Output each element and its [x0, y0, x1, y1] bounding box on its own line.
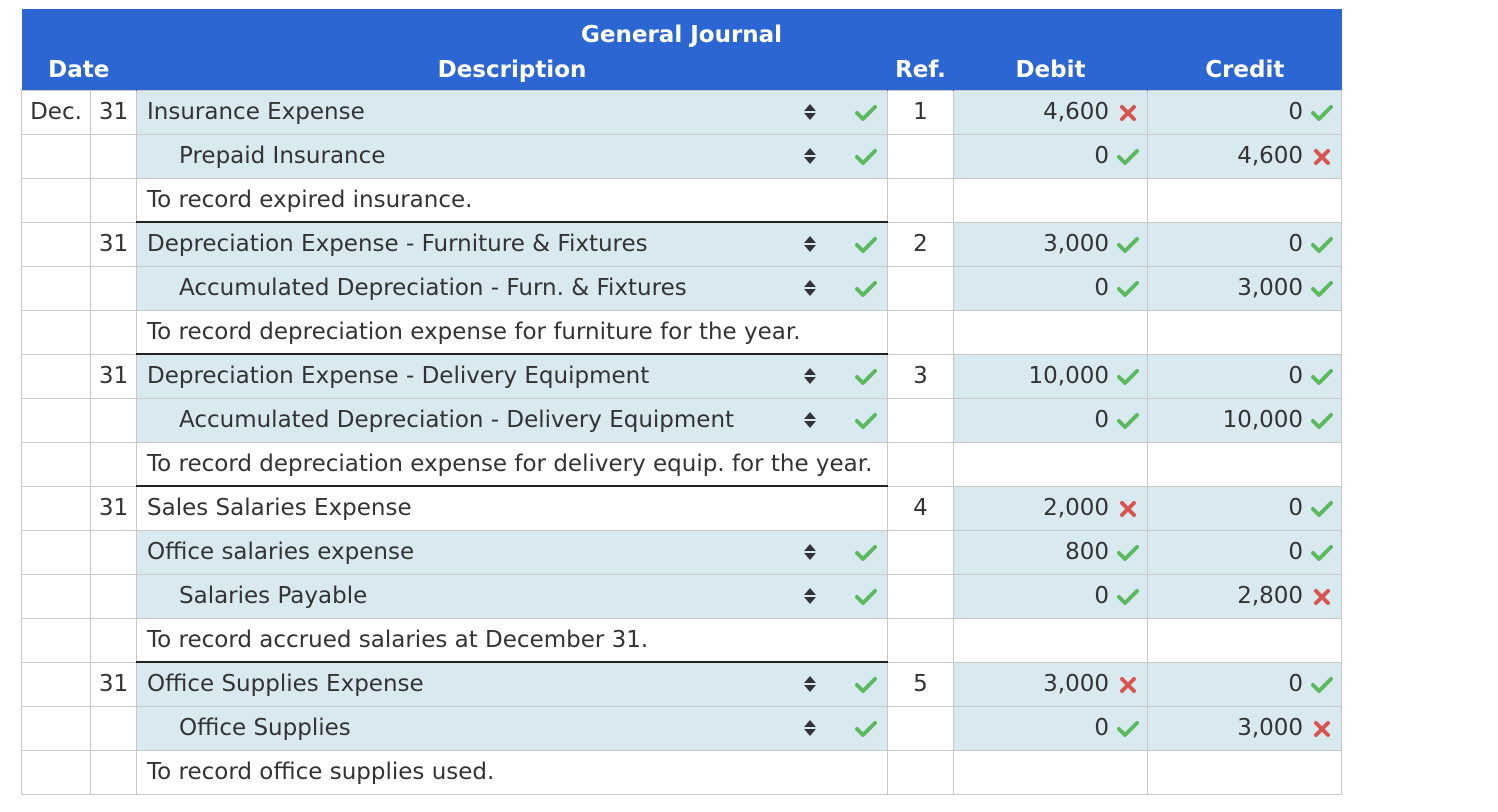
description-cell[interactable] — [137, 662, 888, 706]
account-description: Office Supplies Expense — [147, 671, 424, 698]
account-description: Insurance Expense — [147, 99, 365, 125]
account-description: Depreciation Expense - Delivery Equipment — [147, 363, 650, 390]
ref-cell — [888, 530, 954, 574]
check-icon — [1309, 495, 1335, 521]
table-row — [22, 750, 1342, 794]
credit-input[interactable] — [1148, 662, 1342, 706]
check-icon — [853, 99, 879, 125]
date-day[interactable] — [91, 266, 137, 310]
table-row — [22, 222, 1342, 266]
description-cell[interactable] — [137, 530, 888, 574]
description-cell[interactable] — [137, 486, 888, 530]
debit-value: 2,000 — [1043, 495, 1109, 521]
ref-cell: 3 — [888, 354, 954, 398]
check-icon — [1309, 275, 1335, 301]
select-updown-icon[interactable] — [801, 368, 819, 384]
date-month[interactable] — [22, 618, 91, 662]
account-description: To record depreciation expense for delivery equip. for the year. — [147, 450, 873, 477]
select-updown-icon[interactable] — [801, 104, 819, 120]
credit-input[interactable] — [1148, 574, 1342, 618]
ref-cell — [888, 134, 954, 178]
column-header-date: Date — [22, 50, 137, 90]
journal-title: General Journal — [22, 9, 1342, 50]
table-row — [22, 310, 1342, 354]
debit-input[interactable] — [954, 442, 1148, 486]
check-icon — [1115, 407, 1141, 433]
table-row — [22, 574, 1342, 618]
ref-cell — [888, 574, 954, 618]
debit-input[interactable] — [954, 222, 1148, 266]
cross-icon — [1309, 143, 1335, 169]
check-icon — [1115, 539, 1141, 565]
date-day[interactable]: 31 — [91, 354, 137, 398]
check-icon — [853, 583, 879, 609]
ref-cell — [888, 178, 954, 222]
credit-input[interactable] — [1148, 530, 1342, 574]
table-row — [22, 662, 1342, 706]
account-description: To record accrued salaries at December 31. — [147, 626, 649, 653]
debit-input[interactable] — [954, 310, 1148, 354]
date-month[interactable]: Dec. — [22, 90, 91, 134]
date-day[interactable] — [91, 750, 137, 794]
date-day[interactable]: 31 — [91, 486, 137, 530]
table-row — [22, 134, 1342, 178]
description-cell[interactable] — [137, 134, 888, 178]
date-day[interactable] — [91, 178, 137, 222]
table-row — [22, 618, 1342, 662]
table-row — [22, 486, 1342, 530]
check-icon — [1309, 99, 1335, 125]
credit-input[interactable] — [1148, 398, 1342, 442]
table-row — [22, 706, 1342, 750]
debit-value: 0 — [1094, 583, 1109, 609]
check-icon — [1115, 275, 1141, 301]
debit-value: 0 — [1094, 143, 1109, 169]
debit-input[interactable] — [954, 178, 1148, 222]
date-month[interactable] — [22, 530, 91, 574]
cross-icon — [1115, 671, 1141, 697]
debit-input[interactable] — [954, 574, 1148, 618]
date-day[interactable] — [91, 398, 137, 442]
credit-input[interactable] — [1148, 618, 1342, 662]
account-description: Accumulated Depreciation - Furn. & Fixtures — [179, 275, 687, 301]
ref-cell — [888, 706, 954, 750]
account-description: Prepaid Insurance — [179, 143, 386, 169]
description-cell[interactable] — [137, 618, 888, 662]
credit-input[interactable] — [1148, 354, 1342, 398]
account-description: Sales Salaries Expense — [147, 495, 412, 522]
account-description: Office Supplies — [179, 715, 351, 741]
account-description: Depreciation Expense - Furniture & Fixtures — [147, 231, 648, 258]
table-row — [22, 398, 1342, 442]
check-icon — [1309, 363, 1335, 389]
check-icon — [853, 715, 879, 741]
column-header-description: Description — [137, 50, 888, 90]
date-month[interactable] — [22, 310, 91, 354]
check-icon — [853, 671, 879, 697]
date-month[interactable] — [22, 134, 91, 178]
debit-value: 0 — [1094, 715, 1109, 741]
debit-input[interactable] — [954, 398, 1148, 442]
credit-value: 10,000 — [1222, 407, 1304, 433]
ref-cell — [888, 266, 954, 310]
ref-cell — [888, 442, 954, 486]
description-cell[interactable] — [137, 706, 888, 750]
check-icon — [853, 539, 879, 565]
account-description: To record expired insurance. — [147, 186, 473, 213]
check-icon — [1115, 143, 1141, 169]
date-month[interactable] — [22, 662, 91, 706]
debit-input[interactable] — [954, 530, 1148, 574]
account-description: Salaries Payable — [179, 583, 368, 609]
column-header-credit: Credit — [1148, 50, 1342, 90]
account-description: Office salaries expense — [147, 539, 415, 565]
ref-cell: 4 — [888, 486, 954, 530]
credit-value: 0 — [1288, 363, 1304, 389]
credit-value: 0 — [1288, 671, 1304, 697]
debit-input[interactable] — [954, 750, 1148, 794]
table-row — [22, 90, 1342, 134]
debit-value: 800 — [1065, 539, 1109, 565]
credit-input[interactable] — [1148, 750, 1342, 794]
credit-value: 3,000 — [1237, 275, 1304, 301]
date-day[interactable]: 31 — [91, 90, 137, 134]
check-icon — [853, 363, 879, 389]
check-icon — [853, 407, 879, 433]
date-month[interactable] — [22, 706, 91, 750]
select-updown-icon[interactable] — [801, 676, 819, 692]
credit-input[interactable] — [1148, 222, 1342, 266]
description-cell[interactable] — [137, 750, 888, 794]
account-description: To record depreciation expense for furniture for the year. — [147, 318, 801, 345]
description-cell[interactable] — [137, 398, 888, 442]
date-month[interactable] — [22, 266, 91, 310]
debit-value: 0 — [1094, 275, 1109, 301]
description-cell[interactable] — [137, 178, 888, 222]
date-day[interactable]: 31 — [91, 222, 137, 266]
description-cell[interactable] — [137, 354, 888, 398]
credit-input[interactable] — [1148, 442, 1342, 486]
credit-input[interactable] — [1148, 486, 1342, 530]
debit-input[interactable] — [954, 266, 1148, 310]
credit-value: 4,600 — [1237, 143, 1304, 169]
column-header-ref: Ref. — [888, 50, 954, 90]
credit-value: 0 — [1288, 539, 1304, 565]
date-month[interactable] — [22, 442, 91, 486]
credit-value: 3,000 — [1237, 715, 1304, 741]
date-month[interactable] — [22, 398, 91, 442]
debit-input[interactable] — [954, 662, 1148, 706]
date-month[interactable] — [22, 574, 91, 618]
credit-input[interactable] — [1148, 310, 1342, 354]
check-icon — [853, 143, 879, 169]
account-description: To record office supplies used. — [147, 759, 495, 785]
date-day[interactable] — [91, 442, 137, 486]
ref-cell: 2 — [888, 222, 954, 266]
credit-value: 2,800 — [1237, 583, 1304, 609]
debit-value: 4,600 — [1043, 99, 1109, 125]
select-updown-icon[interactable] — [801, 588, 819, 604]
ref-cell: 5 — [888, 662, 954, 706]
select-updown-icon[interactable] — [801, 720, 819, 736]
date-month[interactable] — [22, 222, 91, 266]
ref-cell — [888, 398, 954, 442]
table-row — [22, 442, 1342, 486]
credit-input[interactable] — [1148, 90, 1342, 134]
date-day[interactable] — [91, 310, 137, 354]
account-description: Accumulated Depreciation - Delivery Equipment — [179, 407, 735, 433]
select-updown-icon[interactable] — [801, 236, 819, 252]
general-journal-table — [21, 9, 1342, 795]
check-icon — [1309, 231, 1335, 257]
description-cell[interactable] — [137, 574, 888, 618]
credit-input[interactable] — [1148, 706, 1342, 750]
date-day[interactable] — [91, 706, 137, 750]
check-icon — [1309, 407, 1335, 433]
debit-input[interactable] — [954, 354, 1148, 398]
check-icon — [853, 231, 879, 257]
debit-input[interactable] — [954, 618, 1148, 662]
select-updown-icon[interactable] — [801, 544, 819, 560]
table-row — [22, 178, 1342, 222]
credit-value: 0 — [1288, 99, 1304, 125]
debit-value: 10,000 — [1028, 363, 1109, 389]
check-icon — [1115, 363, 1141, 389]
description-cell[interactable] — [137, 310, 888, 354]
debit-input[interactable] — [954, 706, 1148, 750]
description-cell[interactable] — [137, 266, 888, 310]
credit-input[interactable] — [1148, 178, 1342, 222]
debit-input[interactable] — [954, 134, 1148, 178]
cross-icon — [1115, 99, 1141, 125]
date-day[interactable] — [91, 134, 137, 178]
cross-icon — [1309, 715, 1335, 741]
ref-cell — [888, 618, 954, 662]
journal-body — [22, 90, 1342, 794]
credit-input[interactable] — [1148, 134, 1342, 178]
date-day[interactable] — [91, 530, 137, 574]
debit-input[interactable] — [954, 90, 1148, 134]
check-icon — [1115, 583, 1141, 609]
debit-value: 3,000 — [1043, 671, 1109, 697]
date-month[interactable] — [22, 354, 91, 398]
ref-cell — [888, 750, 954, 794]
debit-value: 3,000 — [1043, 231, 1109, 257]
ref-cell — [888, 310, 954, 354]
column-header-debit: Debit — [954, 50, 1148, 90]
table-row — [22, 530, 1342, 574]
debit-value: 0 — [1094, 407, 1109, 433]
date-month[interactable] — [22, 750, 91, 794]
select-updown-icon[interactable] — [801, 280, 819, 296]
ref-cell: 1 — [888, 90, 954, 134]
date-day[interactable] — [91, 618, 137, 662]
check-icon — [1309, 539, 1335, 565]
description-cell[interactable] — [137, 442, 888, 486]
table-row — [22, 354, 1342, 398]
check-icon — [1115, 715, 1141, 741]
date-day[interactable] — [91, 574, 137, 618]
description-cell[interactable] — [137, 222, 888, 266]
select-updown-icon[interactable] — [801, 148, 819, 164]
credit-value: 0 — [1288, 231, 1304, 257]
credit-value: 0 — [1288, 495, 1304, 521]
check-icon — [1309, 671, 1335, 697]
select-updown-icon[interactable] — [801, 412, 819, 428]
table-row — [22, 266, 1342, 310]
date-day[interactable]: 31 — [91, 662, 137, 706]
cross-icon — [1309, 583, 1335, 609]
credit-input[interactable] — [1148, 266, 1342, 310]
date-month[interactable] — [22, 178, 91, 222]
date-month[interactable] — [22, 486, 91, 530]
debit-input[interactable] — [954, 486, 1148, 530]
description-cell[interactable] — [137, 90, 888, 134]
check-icon — [1115, 231, 1141, 257]
cross-icon — [1115, 495, 1141, 521]
check-icon — [853, 275, 879, 301]
